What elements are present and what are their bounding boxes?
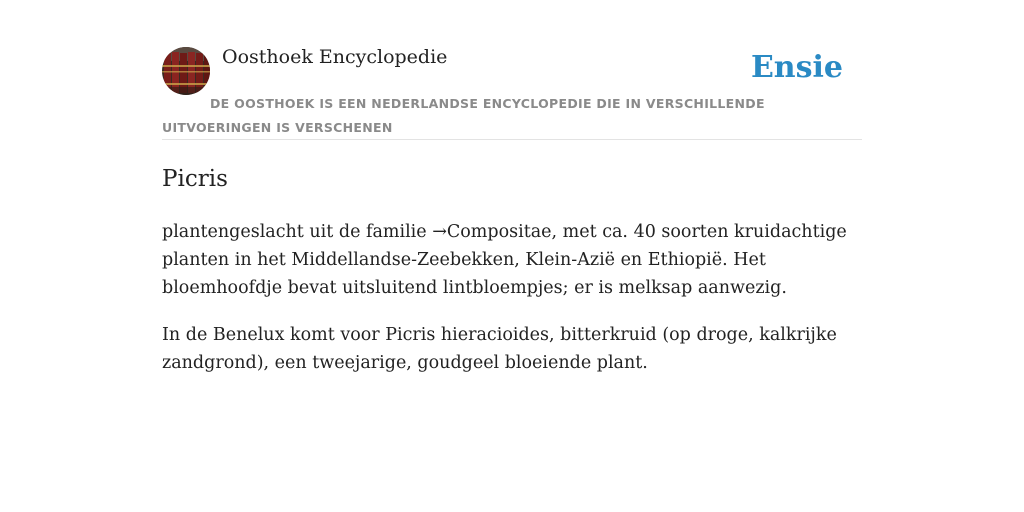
site-header (162, 0, 862, 140)
benelux-paragraph: In de Benelux komt voor Picris hieracioides, bitterkruid (op droge, kalkrijke zandgrond), een tweejarige, goudgeel bloeiende plant. (162, 325, 837, 373)
compositae-link[interactable]: →Compositae (432, 222, 552, 242)
paragraph-text: , met ca. 40 soorten kruidachtige planten in het Middellandse-Zeebekken, Klein-Azië en Ethiopië. Het bloemhoofdje bevat uitsluitend lintbloempjes; er is melksap aanwezig. (162, 222, 847, 298)
site-tagline: DE OOSTHOEK IS EEN NEDERLANDSE ENCYCLOPEDIE DIE IN VERSCHILLENDE UITVOERINGEN IS VERSCHENEN (162, 96, 765, 135)
site-title-link[interactable]: Oosthoek Encyclopedie (222, 46, 448, 68)
encyclopedia-avatar-icon[interactable] (162, 47, 210, 95)
ensie-logo-link[interactable]: Ensie (750, 50, 843, 85)
page (162, 0, 862, 377)
article (162, 164, 862, 377)
paragraph-text: plantengeslacht uit de familie (162, 222, 433, 242)
entry-title: Picris (162, 166, 228, 192)
definition-paragraph (162, 218, 862, 302)
